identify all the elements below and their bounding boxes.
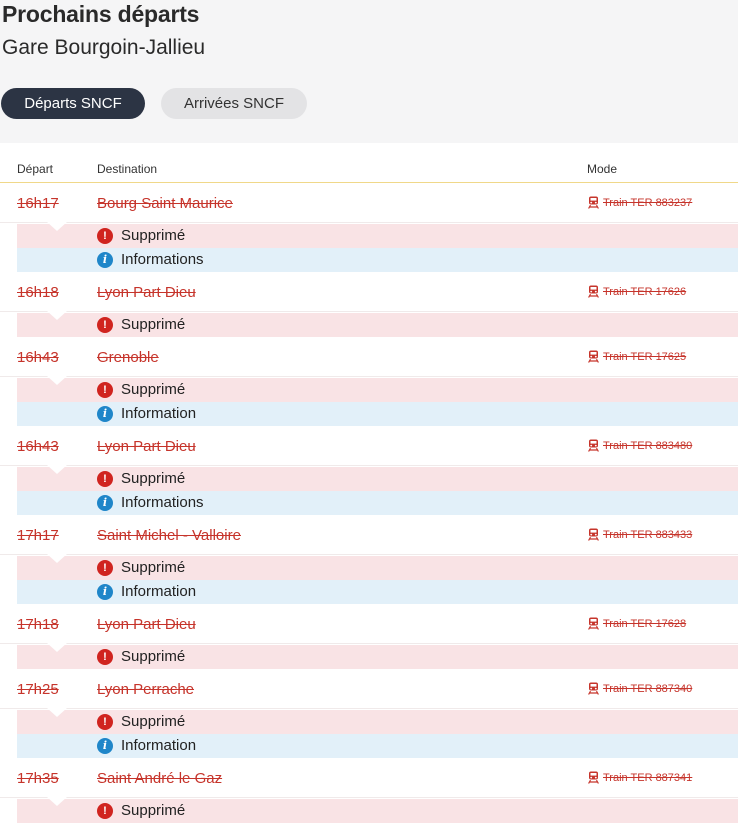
column-header-destination: Destination <box>97 162 158 176</box>
cancellation-banner[interactable] <box>17 224 738 248</box>
departure-row[interactable] <box>0 183 738 268</box>
information-banner[interactable] <box>17 491 738 515</box>
departure-main[interactable] <box>0 604 738 644</box>
information-banner[interactable] <box>17 580 738 604</box>
departure-main[interactable] <box>0 669 738 709</box>
banner-notch <box>47 708 67 717</box>
departure-main[interactable] <box>0 515 738 555</box>
departure-time: 17h25 <box>17 681 59 698</box>
information-label: Information <box>121 405 197 422</box>
departure-row[interactable] <box>0 758 738 819</box>
cancellation-message <box>97 316 185 333</box>
info-icon: i <box>97 252 113 268</box>
departure-mode-label: Train TER 883480 <box>603 439 693 452</box>
departure-mode <box>587 617 686 630</box>
information-banner[interactable] <box>17 402 738 426</box>
cancellation-label: Supprimé <box>121 648 186 665</box>
banner-notch <box>47 376 67 385</box>
cancellation-message <box>97 802 185 819</box>
departure-mode-label: Train TER 17628 <box>603 617 687 630</box>
cancellation-message <box>97 648 185 665</box>
column-header-time: Départ <box>17 162 54 176</box>
information-label: Informations <box>121 251 204 268</box>
departure-destination: Grenoble <box>97 349 159 366</box>
alert-icon: ! <box>97 714 113 730</box>
cancellation-banner[interactable] <box>17 467 738 491</box>
information-message <box>97 494 204 511</box>
departure-time: 16h18 <box>17 284 59 301</box>
train-icon <box>587 617 600 630</box>
departure-time: 17h18 <box>17 616 59 633</box>
train-icon <box>587 771 600 784</box>
departure-destination: Saint Michel - Valloire <box>97 527 241 544</box>
banner-notch <box>47 465 67 474</box>
departure-time: 16h43 <box>17 438 59 455</box>
info-icon: i <box>97 738 113 754</box>
alert-icon: ! <box>97 317 113 333</box>
cancellation-message <box>97 559 185 576</box>
departure-row[interactable] <box>0 426 738 511</box>
departure-main[interactable] <box>0 426 738 466</box>
alert-icon: ! <box>97 649 113 665</box>
departure-mode <box>587 350 686 363</box>
departure-main[interactable] <box>0 337 738 377</box>
alert-icon: ! <box>97 560 113 576</box>
cancellation-label: Supprimé <box>121 559 186 576</box>
information-banner[interactable] <box>17 248 738 272</box>
table-header <box>0 143 738 183</box>
station-name: Gare Bourgoin-Jallieu <box>2 36 206 59</box>
info-icon: i <box>97 406 113 422</box>
departure-mode-label: Train TER 17626 <box>603 285 687 298</box>
tab-arrivals[interactable]: Arrivées SNCF <box>161 88 307 119</box>
departure-time: 17h35 <box>17 770 59 787</box>
departure-mode-label: Train TER 883433 <box>603 528 693 541</box>
departure-row[interactable] <box>0 337 738 422</box>
departure-mode <box>587 196 692 209</box>
cancellation-label: Supprimé <box>121 802 186 819</box>
alert-icon: ! <box>97 803 113 819</box>
departure-mode-label: Train TER 17625 <box>603 350 687 363</box>
information-label: Information <box>121 737 197 754</box>
departure-mode <box>587 528 692 541</box>
departure-time: 16h43 <box>17 349 59 366</box>
alert-icon: ! <box>97 382 113 398</box>
cancellation-banner[interactable] <box>17 710 738 734</box>
page-title: Prochains départs <box>2 1 200 27</box>
banner-notch <box>47 222 67 231</box>
column-header-mode: Mode <box>587 162 618 176</box>
page-header <box>0 0 738 143</box>
departures-table <box>0 143 738 824</box>
departure-destination: Bourg Saint Maurice <box>97 195 233 212</box>
cancellation-message <box>97 470 185 487</box>
cancellation-label: Supprimé <box>121 316 186 333</box>
alert-icon: ! <box>97 228 113 244</box>
cancellation-message <box>97 381 185 398</box>
train-icon <box>587 196 600 209</box>
cancellation-banner[interactable] <box>17 799 738 823</box>
cancellation-label: Supprimé <box>121 381 186 398</box>
departure-row[interactable] <box>0 604 738 665</box>
train-icon <box>587 439 600 452</box>
departure-mode <box>587 771 692 784</box>
departure-mode <box>587 285 686 298</box>
departure-mode <box>587 682 692 695</box>
departure-main[interactable] <box>0 183 738 223</box>
departure-mode-label: Train TER 883237 <box>603 196 693 209</box>
departure-destination: Lyon Part Dieu <box>97 616 196 633</box>
info-icon: i <box>97 584 113 600</box>
information-label: Information <box>121 583 197 600</box>
information-label: Informations <box>121 494 204 511</box>
departure-row[interactable] <box>0 272 738 333</box>
departure-row[interactable] <box>0 669 738 754</box>
train-icon <box>587 350 600 363</box>
train-icon <box>587 285 600 298</box>
information-message <box>97 405 196 422</box>
train-icon <box>587 528 600 541</box>
cancellation-label: Supprimé <box>121 227 186 244</box>
departure-main[interactable] <box>0 272 738 312</box>
banner-notch <box>47 554 67 563</box>
departure-row[interactable] <box>0 515 738 600</box>
cancellation-banner[interactable] <box>17 313 738 337</box>
banner-notch <box>47 643 67 652</box>
banner-notch <box>47 797 67 806</box>
information-message <box>97 251 204 268</box>
departure-destination: Saint André le Gaz <box>97 770 223 787</box>
info-icon: i <box>97 495 113 511</box>
cancellation-label: Supprimé <box>121 713 186 730</box>
information-banner[interactable] <box>17 734 738 758</box>
departure-time: 16h17 <box>17 195 59 212</box>
tab-departures[interactable]: Départs SNCF <box>1 88 145 119</box>
cancellation-label: Supprimé <box>121 470 186 487</box>
information-message <box>97 737 196 754</box>
alert-icon: ! <box>97 471 113 487</box>
cancellation-banner[interactable] <box>17 556 738 580</box>
cancellation-banner[interactable] <box>17 378 738 402</box>
information-message <box>97 583 196 600</box>
train-icon <box>587 682 600 695</box>
departure-destination: Lyon Part Dieu <box>97 438 196 455</box>
departure-main[interactable] <box>0 758 738 798</box>
banner-notch <box>47 311 67 320</box>
departure-time: 17h17 <box>17 527 59 544</box>
departure-mode <box>587 439 692 452</box>
departure-mode-label: Train TER 887341 <box>603 771 693 784</box>
cancellation-banner[interactable] <box>17 645 738 669</box>
departure-mode-label: Train TER 887340 <box>603 682 693 695</box>
cancellation-message <box>97 227 185 244</box>
cancellation-message <box>97 713 185 730</box>
departure-destination: Lyon Perrache <box>97 681 195 698</box>
departure-destination: Lyon Part Dieu <box>97 284 196 301</box>
